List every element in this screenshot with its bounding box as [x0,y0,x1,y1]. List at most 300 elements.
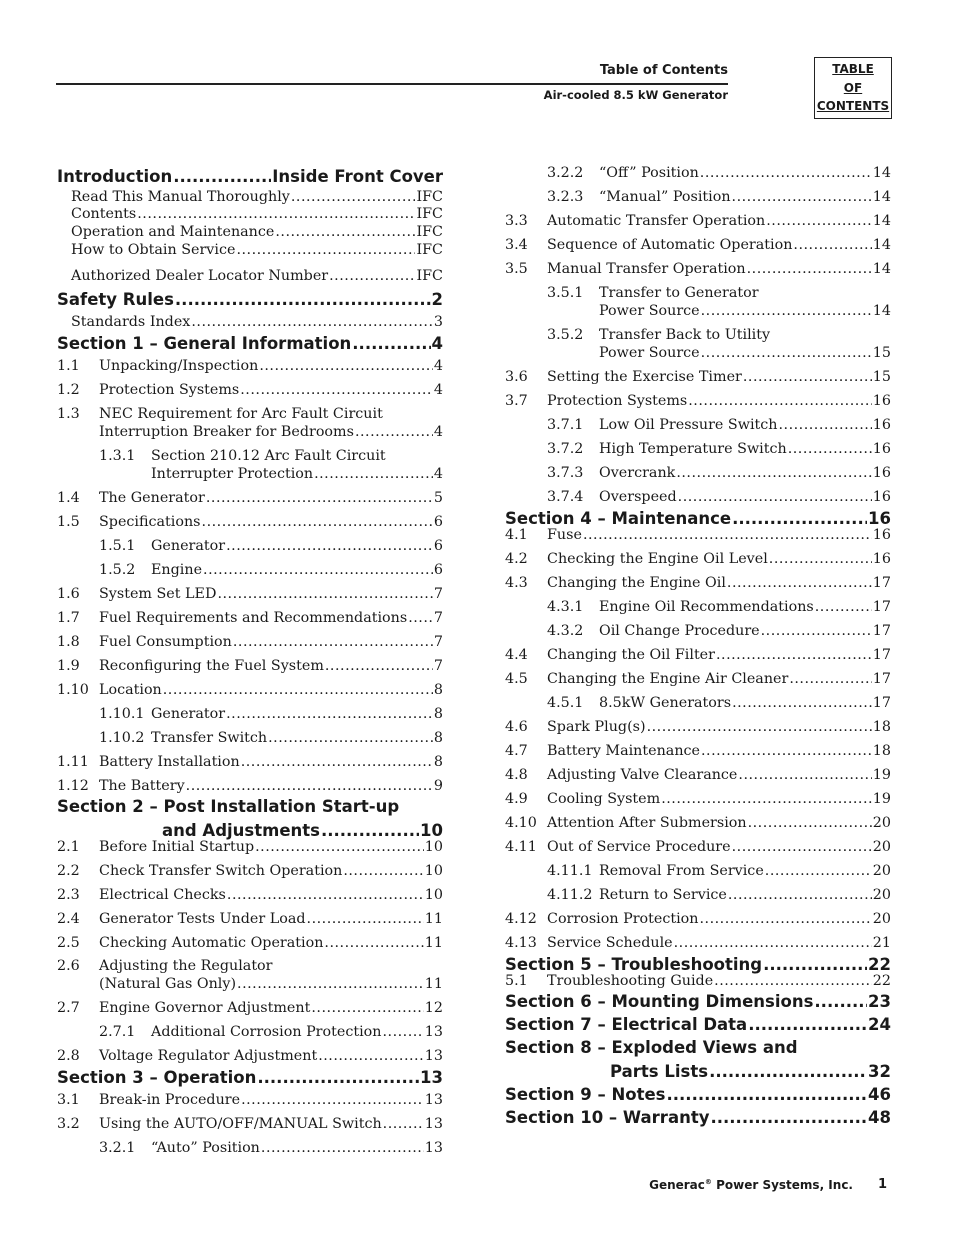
toc-page-number: 16 [868,509,891,528]
toc-entry [57,1115,443,1133]
toc-entry-number: 3.7.2 [547,441,584,457]
toc-entry-number: 2.7.1 [99,1024,136,1040]
toc-entry-number: 2.3 [57,887,80,903]
toc-entry-number: 4.13 [505,935,537,951]
toc-entry [505,934,891,952]
toc-page-number: 6 [433,562,443,578]
toc-entry [57,585,443,603]
toc-leader [408,609,433,627]
toc-entry [57,489,443,507]
toc-entry-number: 2.2 [57,863,80,879]
toc-leader [233,633,433,651]
toc-entry-line-2 [57,423,443,441]
toc-entry-title: Additional Corrosion Protection [151,1024,382,1040]
toc-entry-number: 1.4 [57,490,80,506]
toc-entry [505,550,891,568]
toc-page-number: 7 [433,586,443,602]
toc-entry-number: 4.8 [505,767,528,783]
toc-section-title-cont: Parts Lists [610,1061,709,1081]
toc-leader [766,212,872,230]
toc-entry-title: Attention After Submersion [547,815,747,831]
toc-entry-title: Checking the Engine Oil Level [547,551,768,567]
toc-page-number: 7 [433,610,443,626]
toc-page-number: 3 [433,314,443,330]
toc-leader [789,670,871,688]
toc-entry [505,368,891,386]
toc-page-number: 13 [420,1068,443,1087]
toc-section-heading [505,1014,891,1036]
toc-leader [202,513,433,531]
toc-page-number: 15 [872,345,891,361]
toc-page-number: 4 [431,334,443,353]
toc-page-number: 18 [872,743,891,759]
toc-entry [505,622,891,640]
toc-entry-title: Generator [151,706,226,722]
toc-section-heading [57,166,443,188]
toc-entry [57,999,443,1017]
toc-entry [57,267,443,285]
toc-leader [688,392,872,410]
toc-page-number: 4 [433,358,443,374]
toc-entry [57,705,443,723]
toc-entry-title: Engine [151,562,203,578]
toc-entry [57,537,443,555]
toc-entry [57,513,443,531]
toc-right-column [505,164,891,1129]
toc-leader [765,862,872,880]
toc-entry [505,766,891,784]
toc-entry [505,326,891,362]
toc-entry-title: Before Initial Startup [99,839,255,855]
toc-page-number: 8 [433,754,443,770]
toc-leader [175,289,431,311]
toc-leader [701,302,872,320]
toc-page-number: 18 [872,719,891,735]
toc-leader [226,537,433,555]
toc-entry-line-1 [547,326,891,344]
toc-page-number: 17 [872,671,891,687]
toc-page-number: 20 [872,839,891,855]
toc-page-number: 8 [433,730,443,746]
toc-entry-number: 1.7 [57,610,80,626]
toc-page-number: IFC [416,224,443,240]
toc-page-number: 14 [872,237,891,253]
toc-entry-title: Engine Oil Recommendations [599,599,814,615]
toc-page-number: 14 [872,165,891,181]
toc-page-number: 8 [433,682,443,698]
toc-entry-title: Section 4 – Maintenance [505,509,732,528]
toc-entry-number: 3.2 [57,1116,80,1132]
toc-entry-title: Fuel Requirements and Recommendations [99,610,408,626]
toc-section-heading [57,795,443,842]
toc-leader [732,694,872,712]
toc-entry-title: Overcrank [599,465,676,481]
toc-entry-number: 3.7.3 [547,465,584,481]
toc-page-number: 23 [868,992,891,1011]
toc-entry-title: Generator [151,538,226,554]
toc-page-number: 19 [872,791,891,807]
toc-page-number: 17 [872,623,891,639]
toc-entry-number: 4.2 [505,551,528,567]
toc-leader [583,526,872,544]
toc-leader [727,574,872,592]
toc-entry-number: 3.4 [505,237,528,253]
toc-entry-title: Cooling System [547,791,661,807]
toc-page-number: 10 [420,820,443,840]
toc-leader [709,1060,867,1084]
toc-leader [355,423,433,441]
toc-page-number: 11 [424,935,443,951]
toc-entry-number: 4.11 [505,839,537,855]
toc-entry-number: 1.10 [57,682,89,698]
toc-entry-title: Overspeed [599,489,677,505]
toc-leader [788,440,872,458]
toc-tab-line-3: CONTENTS [816,99,890,114]
toc-entry-number: 1.5.1 [99,538,136,554]
toc-entry [57,910,443,928]
toc-entry [57,381,443,399]
toc-section-heading [505,1107,891,1129]
toc-leader [815,598,872,616]
toc-entry [57,1091,443,1109]
toc-leader [661,790,872,808]
toc-entry-number: 4.6 [505,719,528,735]
toc-leader [728,886,872,904]
toc-page-number: 17 [872,575,891,591]
toc-entry-title: Corrosion Protection [547,911,699,927]
toc-leader [203,561,433,579]
toc-entry-number: 4.7 [505,743,528,759]
toc-entry-title: Contents [71,206,137,222]
toc-entry-title-cont: (Natural Gas Only) [99,976,237,992]
toc-leader [137,205,415,223]
toc-entry-title: Safety Rules [57,290,174,309]
toc-entry-number: 1.5 [57,514,80,530]
toc-entry-title-cont: Interruption Breaker for Bedrooms [99,424,354,440]
toc-entry-title: Out of Service Procedure [547,839,731,855]
toc-entry-title: Oil Change Procedure [599,623,760,639]
toc-leader [259,357,433,375]
toc-leader [227,886,424,904]
toc-entry-number: 3.2.2 [547,165,584,181]
toc-entry-title: Section 3 – Operation [57,1068,257,1087]
toc-section-heading [57,333,443,355]
toc-entry [505,886,891,904]
toc-page-number: 11 [424,911,443,927]
toc-page-number: 32 [868,1061,891,1081]
toc-entry-title: Location [99,682,162,698]
toc-page-number: IFC [416,206,443,222]
toc-page-number: 6 [433,538,443,554]
toc-page-number: 4 [433,424,443,440]
toc-leader [255,838,424,856]
toc-entry [57,405,443,441]
toc-section-heading [505,1084,891,1106]
toc-entry [505,488,891,506]
toc-page-number: Inside Front Cover [272,167,443,186]
toc-entry-number: 1.10.2 [99,730,145,746]
toc-entry-title: Checking Automatic Operation [99,935,324,951]
toc-entry-line-1 [57,405,443,423]
toc-section-line-1: Section 8 – Exploded Views and [505,1038,798,1057]
toc-entry-number: 2.1 [57,839,80,855]
toc-page-number: 48 [868,1108,891,1127]
toc-entry-number: 1.9 [57,658,80,674]
toc-leader [761,622,872,640]
toc-leader [291,188,416,206]
toc-page-number: 6 [433,514,443,530]
toc-entry-line-2 [99,465,443,483]
toc-entry [57,357,443,375]
toc-entry-number: 3.3 [505,213,528,229]
toc-entry [57,1023,443,1041]
toc-leader [325,657,433,675]
toc-entry-number: 4.5 [505,671,528,687]
toc-entry [57,1047,443,1065]
toc-entry [57,934,443,952]
toc-entry-title: “Manual” Position [599,189,731,205]
toc-entry [505,260,891,278]
toc-leader [701,742,872,760]
toc-leader [241,753,433,771]
toc-leader [738,766,871,784]
toc-entry-number: 3.2.3 [547,189,584,205]
toc-tab-box [814,57,892,119]
toc-entry-title: Section 1 – General Information [57,334,352,353]
toc-entry-title: Generator Tests Under Load [99,911,306,927]
toc-entry-title: Removal From Service [599,863,764,879]
toc-entry-title: Section 9 – Notes [505,1085,666,1104]
toc-page-number: 13 [424,1048,443,1064]
header-subtitle: Air-cooled 8.5 kW Generator [543,88,728,102]
toc-entry-title: NEC Requirement for Arc Fault Circuit [99,406,383,422]
toc-page-number: 5 [433,490,443,506]
toc-entry-number: 1.11 [57,754,89,770]
toc-leader [268,729,433,747]
toc-entry-title: Low Oil Pressure Switch [599,417,778,433]
toc-page-number: 7 [433,634,443,650]
toc-page-number: 16 [872,417,891,433]
toc-leader [674,934,872,952]
toc-entry [57,681,443,699]
toc-leader [206,489,433,507]
toc-entry [505,464,891,482]
toc-page-number: 2 [431,290,443,309]
toc-entry-title: Fuel Consumption [99,634,232,650]
toc-entry-title: Fuse [547,527,582,543]
toc-entry [505,164,891,182]
toc-leader [311,999,423,1017]
toc-section-heading [505,1036,891,1083]
toc-page-number: 10 [424,839,443,855]
toc-page-number: 4 [433,382,443,398]
toc-page-number: 13 [424,1116,443,1132]
toc-entry [57,609,443,627]
toc-page-number: 11 [424,976,443,992]
toc-page-number: 16 [872,527,891,543]
toc-leader [769,550,872,568]
toc-entry-number: 4.12 [505,911,537,927]
toc-entry [505,236,891,254]
toc-entry [505,392,891,410]
toc-entry-number: 4.10 [505,815,537,831]
toc-entry [57,241,443,259]
toc-entry-title: Electrical Checks [99,887,226,903]
toc-entry-title: Introduction [57,167,173,186]
toc-entry [57,561,443,579]
toc-leader [324,934,423,952]
toc-entry-number: 3.7 [505,393,528,409]
toc-leader [700,910,872,928]
toc-leader [667,1084,868,1106]
toc-leader [748,1014,867,1036]
toc-entry-number: 4.9 [505,791,528,807]
toc-leader [743,368,872,386]
toc-entry-title: Unpacking/Inspection [99,358,259,374]
toc-leader [257,1067,419,1089]
toc-entry-title: Transfer Back to Utility [599,327,771,343]
toc-page-number: 10 [424,887,443,903]
toc-entry-title: Section 210.12 Arc Fault Circuit [151,448,386,464]
toc-leader [217,585,432,603]
toc-entry-line-2 [547,344,891,362]
toc-entry [57,205,443,223]
toc-page-number: 4 [433,466,443,482]
toc-entry [505,284,891,320]
toc-entry-number: 2.4 [57,911,80,927]
toc-entry-title: Engine Governor Adjustment [99,1000,311,1016]
toc-entry-title: Specifications [99,514,201,530]
toc-entry-number: 3.5 [505,261,528,277]
toc-entry-title: Protection Systems [99,382,240,398]
toc-entry-number: 5.1 [505,973,528,989]
toc-entry-title: Troubleshooting Guide [547,973,714,989]
toc-page-number: 20 [872,911,891,927]
toc-entry [57,957,443,993]
toc-page-number: IFC [416,189,443,205]
toc-entry-line-2 [547,302,891,320]
toc-leader [261,1139,424,1157]
toc-leader [647,718,872,736]
toc-entry [505,814,891,832]
toc-page-number: 17 [872,695,891,711]
toc-entry-title: Service Schedule [547,935,673,951]
toc-entry-title: 8.5kW Generators [599,695,732,711]
toc-entry-number: 1.1 [57,358,80,374]
toc-page-number: 13 [424,1140,443,1156]
toc-page-number: 14 [872,261,891,277]
toc-entry [505,972,891,990]
toc-entry-number: 4.4 [505,647,528,663]
toc-entry [57,633,443,651]
toc-leader [236,241,415,259]
toc-section-heading [505,991,891,1013]
toc-page-number: 12 [424,1000,443,1016]
toc-entry-title-cont: Interrupter Protection [151,466,314,482]
toc-entry-title: Battery Maintenance [547,743,700,759]
toc-entry [57,447,443,483]
toc-entry [57,729,443,747]
toc-entry-title: Setting the Exercise Timer [547,369,742,385]
toc-entry-title: Sequence of Automatic Operation [547,237,793,253]
toc-leader [779,416,872,434]
toc-leader [747,260,872,278]
toc-entry [505,718,891,736]
toc-entry-title: Authorized Dealer Locator Number [71,268,329,284]
toc-page-number: 9 [433,778,443,794]
toc-page-number: 13 [424,1092,443,1108]
toc-page-number: 17 [872,647,891,663]
toc-entry [57,777,443,795]
toc-entry-title: Changing the Oil Filter [547,647,715,663]
toc-entry-title: Changing the Engine Oil [547,575,726,591]
toc-entry-title: Protection Systems [547,393,688,409]
toc-leader [793,236,871,254]
toc-page-number: 8 [433,706,443,722]
toc-entry [505,416,891,434]
toc-page-number: 46 [868,1085,891,1104]
toc-entry [57,886,443,904]
toc-section-heading [57,289,443,311]
toc-entry-number: 4.3 [505,575,528,591]
toc-tab-line-1: TABLE [832,62,874,77]
toc-section-line-1: Section 2 – Post Installation Start-up [57,797,400,816]
toc-leader [240,381,433,399]
toc-leader [732,188,872,206]
toc-entry-title: Using the AUTO/OFF/MANUAL Switch [99,1116,382,1132]
toc-entry [57,1139,443,1157]
toc-leader [186,777,433,795]
toc-page-number: 20 [872,815,891,831]
toc-entry-title: Spark Plug(s) [547,719,646,735]
toc-entry-line-1 [57,957,443,975]
toc-entry-title: “Auto” Position [151,1140,260,1156]
toc-entry [505,862,891,880]
toc-entry-title: Operation and Maintenance [71,224,275,240]
toc-leader [237,975,424,993]
toc-page-number: IFC [416,242,443,258]
toc-entry-title: “Off” Position [599,165,699,181]
toc-leader [226,705,433,723]
toc-page-number: 20 [872,887,891,903]
toc-page-number: 7 [433,658,443,674]
toc-entry-title: Standards Index [71,314,191,330]
toc-entry [505,838,891,856]
toc-page-number: 16 [872,441,891,457]
toc-entry-number: 4.1 [505,527,528,543]
toc-leader [701,344,872,362]
toc-entry-title: Section 10 – Warranty [505,1108,710,1127]
header-rule [56,83,728,85]
toc-entry-title: Changing the Engine Air Cleaner [547,671,789,687]
toc-entry [505,574,891,592]
toc-page-number: 22 [872,973,891,989]
toc-entry-number: 3.6 [505,369,528,385]
toc-page-number: 16 [872,551,891,567]
toc-entry-line-1 [99,447,443,465]
toc-entry [57,753,443,771]
toc-page-number: 21 [872,935,891,951]
toc-entry-number: 1.6 [57,586,80,602]
page-number: 1 [878,1177,888,1192]
toc-page-number: 20 [872,863,891,879]
toc-page-number: 13 [424,1024,443,1040]
toc-entry-title: The Battery [99,778,185,794]
toc-leader [676,464,871,482]
toc-entry-number: 2.6 [57,958,80,974]
toc-entry-number: 1.2 [57,382,80,398]
toc-page-number: 10 [424,863,443,879]
